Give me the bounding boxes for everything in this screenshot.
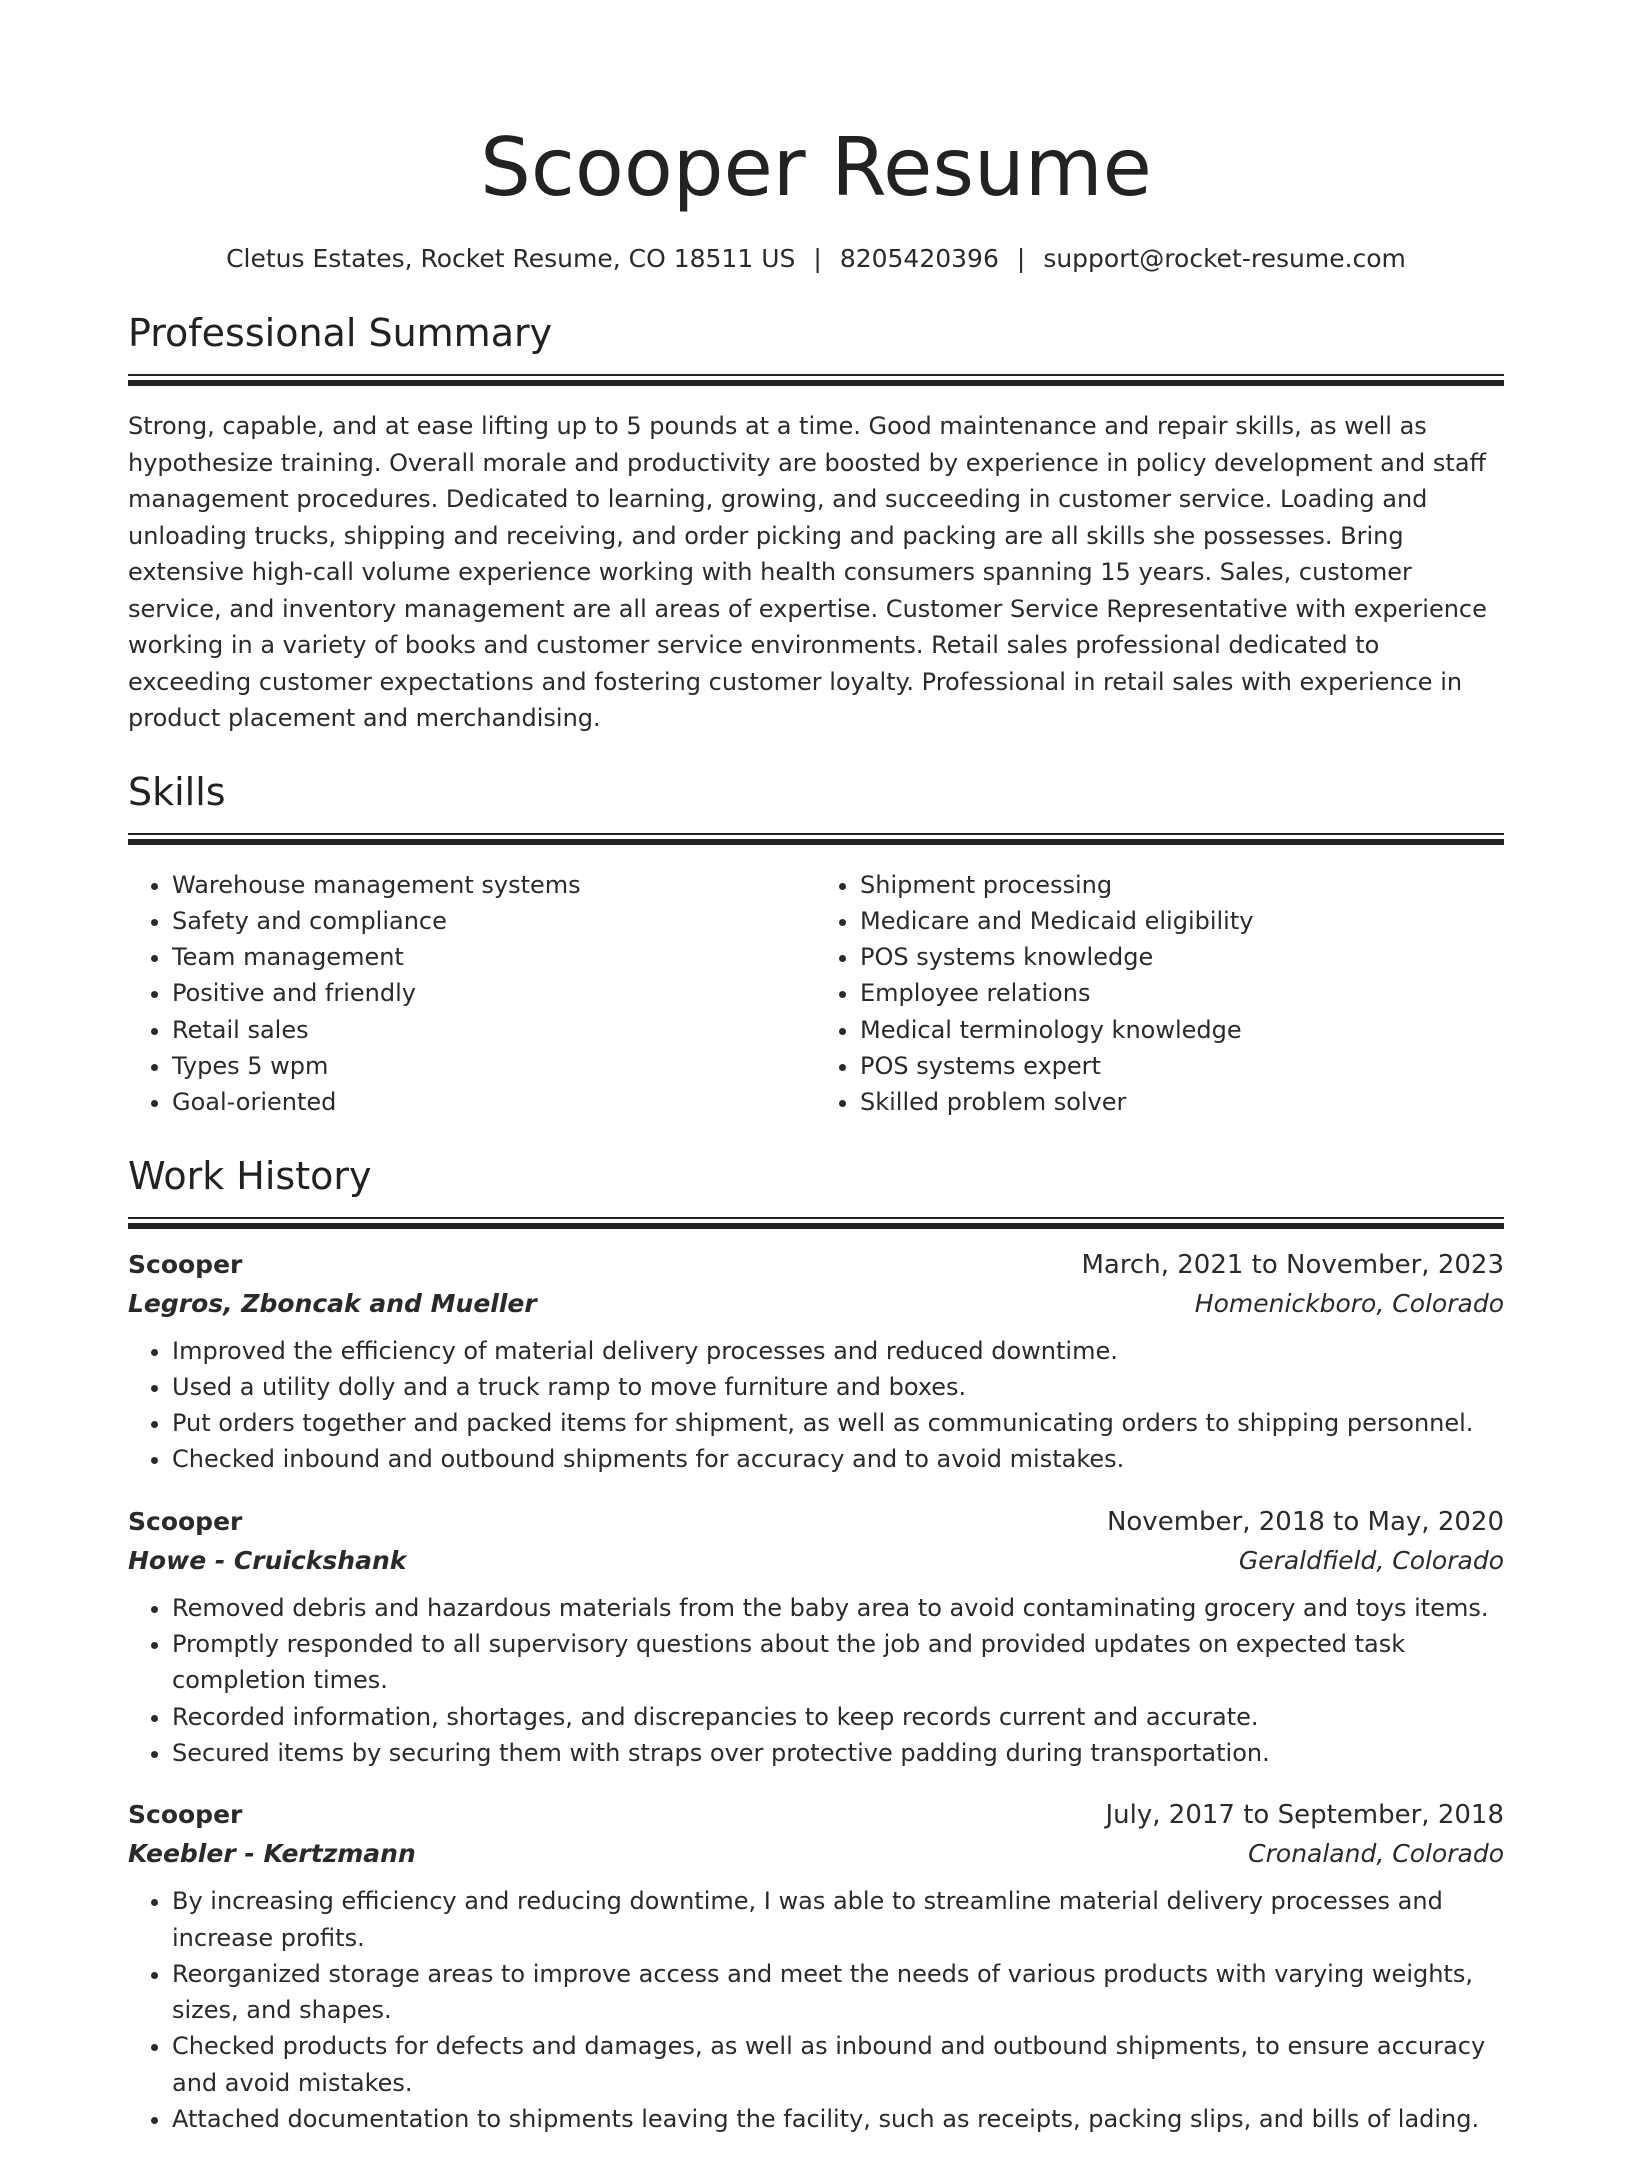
job-bullet: • Checked products for defects and damages, as well as inbound and outbound shipments, to ensure accuracy and avoid mistakes.: [172, 2028, 1504, 2101]
job-dates: July, 2017 to September, 2018: [1105, 1800, 1504, 1831]
summary-section: [128, 308, 1504, 737]
skills-title: Skills: [128, 769, 226, 814]
job-dates: November, 2018 to May, 2020: [1106, 1506, 1504, 1537]
job-company: Keebler - Kertzmann: [128, 1839, 416, 1869]
skill-item: • Medical terminology knowledge: [860, 1012, 1504, 1048]
job-bullet: • Secured items by securing them with straps over protective padding during transportation.: [172, 1735, 1504, 1771]
section-divider: [128, 833, 1504, 845]
summary-title: Professional Summary: [128, 311, 553, 355]
job-header-row: [128, 1245, 1504, 1285]
job-bullet: • Put orders together and packed items for shipment, as well as communicating orders to shipping personnel.: [172, 1405, 1504, 1441]
job-bullet: • Improved the efficiency of material delivery processes and reduced downtime.: [172, 1333, 1504, 1369]
contact-email: support@rocket-resume.com: [1043, 244, 1406, 273]
contact-phone: 8205420396: [839, 244, 999, 273]
skill-item: • Employee relations: [860, 975, 1504, 1011]
contact-line: [128, 242, 1504, 276]
section-divider: [128, 374, 1504, 386]
contact-separator: |: [813, 244, 822, 273]
job-company-row: [128, 1542, 1504, 1580]
job-entry: [128, 1502, 1504, 1771]
skills-list-left: [128, 867, 816, 1121]
summary-text: Strong, capable, and at ease lifting up to 5 pounds at a time. Good maintenance and repair skills, as well as hypothesize training. Overall morale and productivity are boosted by experience in policy development and staff management procedures. Dedicated to learning, growing, and succeeding in customer service. Loading and unloading trucks, shipping and receiving, and order picking and packing are all skills she possesses. Bring extensive high-call volume experience working with health consumers spanning 15 years. Sales, customer service, and inventory management are all areas of expertise. Customer Service Representative with experience working in a variety of books and customer service environments. Retail sales professional dedicated to exceeding customer expectations and fostering customer loyalty. Professional in retail sales with experience in product placement and merchandising.: [128, 412, 1487, 732]
job-header-row: [128, 1502, 1504, 1542]
job-title: Scooper: [128, 1249, 243, 1279]
skills-columns: [128, 867, 1504, 1121]
contact-separator: |: [1016, 244, 1026, 273]
job-bullet: • Attached documentation to shipments leaving the facility, such as receipts, packing slips, and bills of lading.: [172, 2101, 1504, 2137]
job-bullet-list: [128, 1883, 1504, 2137]
job-bullet: • Promptly responded to all supervisory questions about the job and provided updates on expected task completion times.: [172, 1626, 1504, 1699]
job-bullet-list: [128, 1590, 1504, 1771]
work-title: Work History: [128, 1153, 372, 1198]
skill-item: • Safety and compliance: [172, 903, 816, 939]
skill-item: • Team management: [172, 939, 816, 975]
job-company: Legros, Zboncak and Mueller: [128, 1288, 537, 1318]
job-title: Scooper: [128, 1800, 243, 1830]
job-bullet-list: [128, 1333, 1504, 1478]
job-header-row: [128, 1795, 1504, 1835]
skill-item: • Skilled problem solver: [860, 1084, 1504, 1120]
job-entry: [128, 1795, 1504, 2137]
skills-section: [128, 767, 1504, 1121]
job-bullet: • Checked inbound and outbound shipments for accuracy and to avoid mistakes.: [172, 1441, 1504, 1477]
job-bullet: • By increasing efficiency and reducing downtime, I was able to streamline material delivery processes and increase profits.: [172, 1883, 1504, 1956]
skill-item: • Retail sales: [172, 1012, 816, 1048]
job-company: Howe - Cruickshank: [128, 1545, 407, 1575]
job-bullet: • Used a utility dolly and a truck ramp to move furniture and boxes.: [172, 1369, 1504, 1405]
work-section: [128, 1151, 1504, 2138]
skill-item: • POS systems knowledge: [860, 939, 1504, 975]
job-location: Geraldfield, Colorado: [1238, 1545, 1504, 1575]
skills-list-right: [816, 867, 1504, 1121]
skill-item: • Types 5 wpm: [172, 1048, 816, 1084]
job-company-row: [128, 1285, 1504, 1323]
skill-item: • Goal-oriented: [172, 1084, 816, 1120]
job-company-row: [128, 1835, 1504, 1873]
contact-address: Cletus Estates, Rocket Resume, CO 18511 US: [226, 244, 796, 273]
skill-item: • Positive and friendly: [172, 975, 816, 1011]
resume-page: [128, 0, 1504, 2161]
resume-name: Scooper Resume: [480, 121, 1152, 214]
section-divider: [128, 1217, 1504, 1229]
job-bullet: • Recorded information, shortages, and discrepancies to keep records current and accurate.: [172, 1699, 1504, 1735]
skill-item: • Shipment processing: [860, 867, 1504, 903]
skill-item: • Medicare and Medicaid eligibility: [860, 903, 1504, 939]
skill-item: • POS systems expert: [860, 1048, 1504, 1084]
job-title: Scooper: [128, 1506, 243, 1536]
job-bullet: • Reorganized storage areas to improve access and meet the needs of various products with varying weights, sizes, and shapes.: [172, 1956, 1504, 2029]
job-location: Cronaland, Colorado: [1248, 1839, 1504, 1869]
skill-item: • Warehouse management systems: [172, 867, 816, 903]
job-entry: [128, 1245, 1504, 1478]
job-location: Homenickboro, Colorado: [1194, 1288, 1504, 1318]
job-bullet: • Removed debris and hazardous materials from the baby area to avoid contaminating grocery and toys items.: [172, 1590, 1504, 1626]
job-dates: March, 2021 to November, 2023: [1081, 1249, 1504, 1280]
